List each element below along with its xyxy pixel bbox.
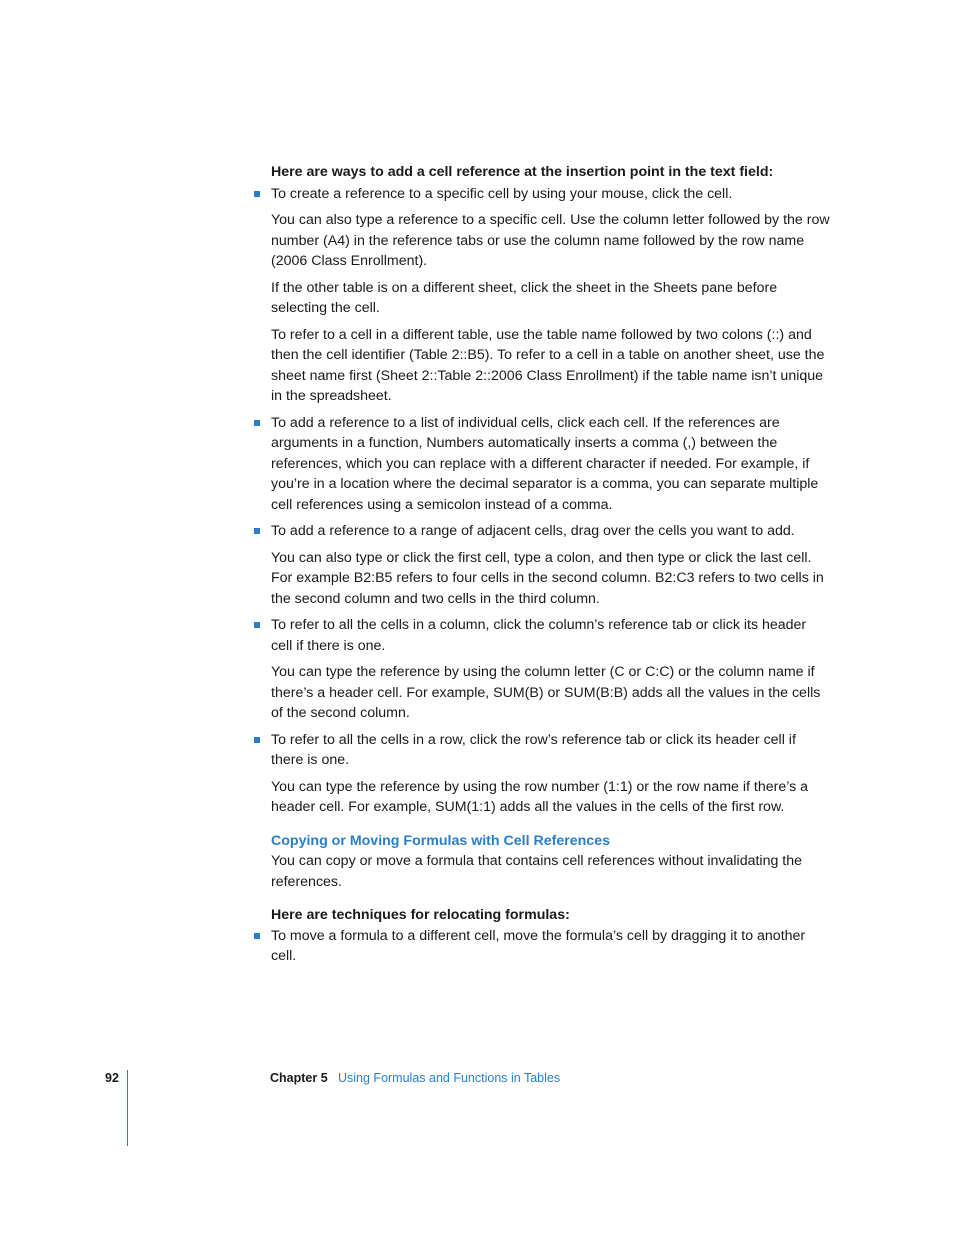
paragraph: You can type the reference by using the column letter (C or C:C) or the column name if there’s a header cell. For example, SUM(B) or SUM(B:B) adds all the values in the cells of the second column. xyxy=(271,664,821,721)
list-item xyxy=(271,413,831,516)
bullet-text: To move a formula to a different cell, move the formula’s cell by dragging it to another cell. xyxy=(271,927,806,964)
bullet-icon xyxy=(254,528,260,534)
lead-heading-2: Here are techniques for relocating formulas: xyxy=(271,907,570,923)
bullet-text: To add a reference to a list of individual cells, click each cell. If the references are arguments in a function, Numbers automatically inserts a comma (,) between the references, which you can replace with a different character if needed. For example, if you’re in a location where the decimal separator is a comma, you can separate multiple cell references using a semicolon instead of a comma. xyxy=(271,414,819,513)
relocation-techniques-list xyxy=(271,926,831,967)
bullet-icon xyxy=(254,420,260,426)
paragraph: If the other table is on a different sheet, click the sheet in the Sheets pane before selecting the cell. xyxy=(271,279,778,316)
paragraph: To refer to a cell in a different table, use the table name followed by two colons (::) and then the cell identifier (Table 2::B5). To refer to a cell in a table on another sheet, use the sheet name first (Sheet 2::Table 2::2006 Class Enrollment) if the table name isn’t unique in the spreadsheet. xyxy=(271,326,825,404)
chapter-title: Using Formulas and Functions in Tables xyxy=(338,1071,561,1085)
list-item xyxy=(271,615,831,656)
paragraph: You can also type a reference to a specific cell. Use the column letter followed by the row number (A4) in the reference tabs or use the column name followed by the row name (2006 Class Enrollment). xyxy=(271,212,830,269)
list-item xyxy=(271,521,831,542)
bullet-text: To create a reference to a specific cell by using your mouse, click the cell. xyxy=(271,185,733,202)
page-number: 92 xyxy=(105,1071,119,1085)
bullet-text: To refer to all the cells in a row, click the row’s reference tab or click its header cell if there is one. xyxy=(271,731,796,768)
bullet-icon xyxy=(254,933,260,939)
main-content xyxy=(271,162,831,973)
paragraph: You can type the reference by using the row number (1:1) or the row name if there’s a header cell. For example, SUM(1:1) adds all the values in the cells of the first row. xyxy=(271,778,809,815)
reference-methods-list xyxy=(271,184,831,818)
chapter-label: Chapter 5 xyxy=(270,1071,328,1085)
list-item xyxy=(271,730,831,771)
section-intro: You can copy or move a formula that contains cell references without invalidating the references. xyxy=(271,853,803,890)
footer-divider xyxy=(127,1070,128,1146)
list-item xyxy=(271,184,831,205)
bullet-icon xyxy=(254,191,260,197)
bullet-icon xyxy=(254,737,260,743)
bullet-text: To add a reference to a range of adjacent cells, drag over the cells you want to add. xyxy=(271,523,795,539)
paragraph: You can also type or click the first cell, type a colon, and then type or click the last cell. For example B2:B5 refers to four cells in the second column. B2:C3 refers to two cells in the second column and two cells in the third column. xyxy=(271,549,824,607)
bullet-text: To refer to all the cells in a column, click the column’s reference tab or click its header cell if there is one. xyxy=(271,617,807,654)
section-heading: Copying or Moving Formulas with Cell References xyxy=(271,832,610,849)
lead-heading: Here are ways to add a cell reference at the insertion point in the text field: xyxy=(271,164,774,180)
list-item xyxy=(271,926,831,967)
bullet-icon xyxy=(254,622,260,628)
